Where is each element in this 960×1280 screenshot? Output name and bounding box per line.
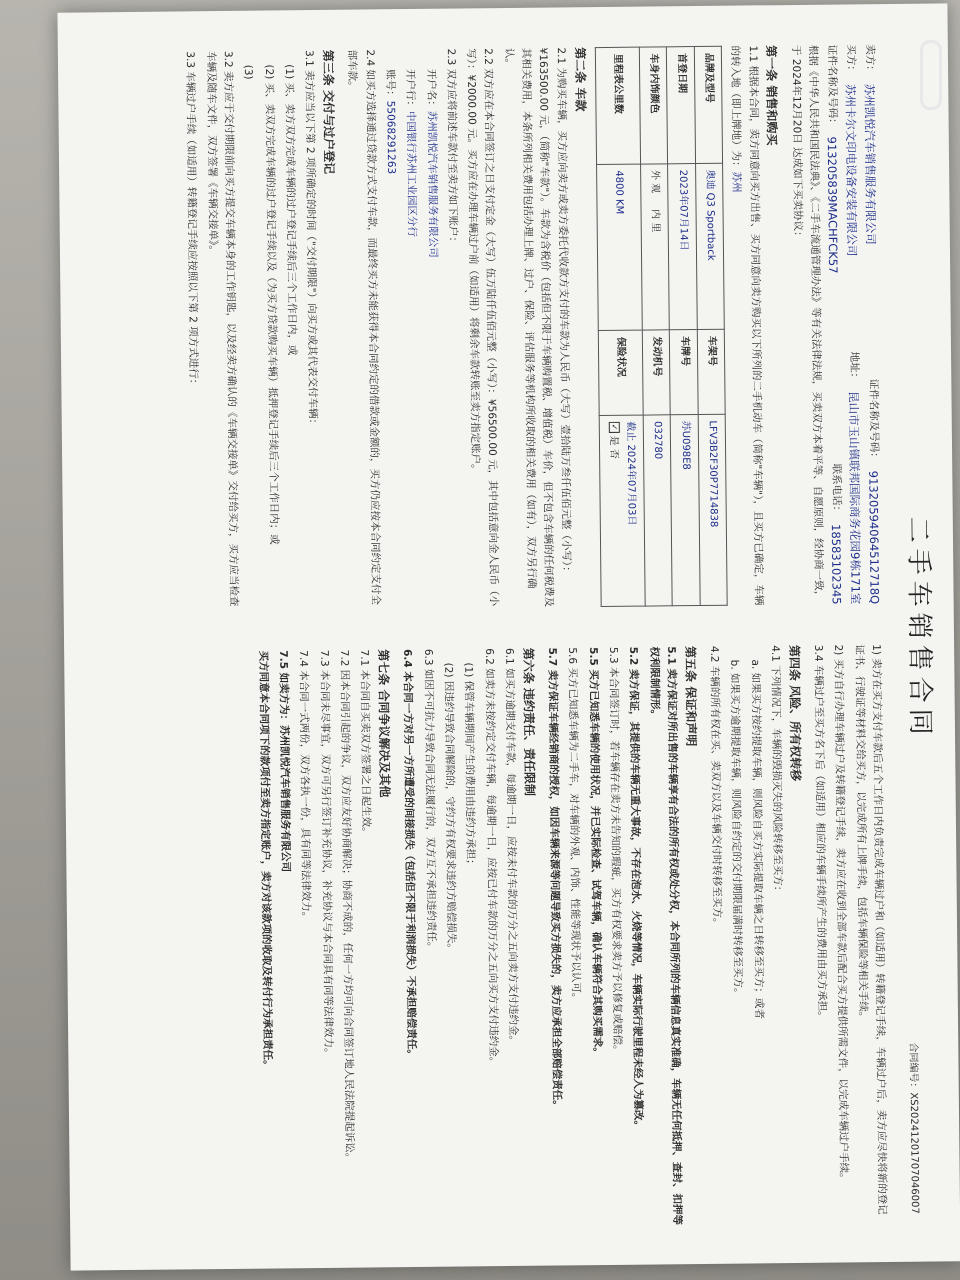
account-holder-label: 开户名： bbox=[424, 68, 438, 111]
seller-addr-label: 地址： bbox=[848, 351, 861, 384]
left-column bbox=[178, 44, 884, 611]
clause-1-1: 1.1 根据本合同，卖方同意向买方出售、买方同意向卖方购买以下所列的二手机动车（简称"车辆"），且买方已确定，车辆的转入地（即上牌地）为： bbox=[729, 45, 765, 606]
table-row bbox=[666, 47, 699, 606]
buyer-phone-label: 联系电话： bbox=[830, 463, 843, 517]
reg-date-value: 2023年07月14日 bbox=[668, 163, 697, 330]
color-interior: 内 里 bbox=[649, 209, 661, 233]
clause-6-2-2: (2) 因违约导致合同解除的，守约方有权要求违约方赔偿损失。 bbox=[442, 662, 458, 954]
clause-5-1: 5.1 卖方保证对所出售的车辆享有合法的所有权或处分权，本合同所列的车辆信息真实准确，车辆无任何抵押、查封、扣押等权利限制情形。 bbox=[647, 646, 684, 1226]
seller-id-label: 证件名称及号码： bbox=[867, 378, 881, 463]
insurance-options: 是 否 bbox=[607, 435, 620, 459]
insurance-date: 截止 2024年07月03日 bbox=[624, 421, 637, 526]
page-title: 二手车销售合同 bbox=[902, 516, 936, 741]
binder-clip bbox=[920, 40, 942, 110]
mileage-value: 4800 KM bbox=[596, 164, 642, 331]
table-row bbox=[639, 47, 672, 606]
color-exterior: 外 观 bbox=[649, 169, 661, 194]
vehicle-info-table bbox=[594, 46, 727, 607]
account-label: 账号： bbox=[383, 69, 397, 101]
article-4-heading: 第四条 风险、所有权转移 bbox=[786, 644, 803, 782]
article-7-heading: 第七条 合同争议解决及其他 bbox=[376, 649, 392, 798]
right-column bbox=[251, 644, 891, 1231]
clause-7-1: 7.1 本合同自买卖双方签署之日起生效。 bbox=[358, 649, 373, 838]
clause-3-3-1: 1) 卖方在买方支付车款后五个工作日内负责完成车辆过户和（如适用）转籍登记手续，车辆过户后，卖方应尽快将新的登记证书、行驶证等材料交给买方，以完成所有上牌手续，包括车辆保险等相关手续。 bbox=[852, 644, 889, 1215]
clause-7-5-b: 买方同意本合同项下的款项付至卖方指定账户，卖方对该款项的收取及转付行为承担责任。 bbox=[256, 650, 274, 1071]
contract-number: 合同编号：XS20241201707046007 bbox=[907, 1042, 921, 1214]
clause-3-1-c: (3) bbox=[242, 64, 255, 80]
clause-7-2: 7.2 因本合同引起的争议，双方应友好协商解决；协商不成的，任何一方均可向合同签订地人民法院提起诉讼。 bbox=[338, 649, 356, 1164]
insurance-value bbox=[599, 415, 645, 607]
article-6-heading: 第六条 违约责任、责任限制 bbox=[520, 647, 537, 797]
contract-document bbox=[67, 3, 960, 1262]
clause-7-5: 7.5 如卖方为：苏州凯悦汽车销售服务有限公司 bbox=[277, 650, 292, 873]
plate-label: 车牌号 bbox=[669, 330, 697, 415]
table-row bbox=[595, 47, 645, 606]
buyer-phone: 18583102345 bbox=[828, 524, 844, 605]
clause-5-7: 5.7 卖方保证车辆经销商的授权，如因车辆来源等问题导致买方损失的，卖方应承担全部赔偿责任。 bbox=[546, 647, 563, 1111]
account-number: 55068291263 bbox=[384, 100, 398, 175]
buyer-name: 苏州卡尔文印电设备安装有限公司 bbox=[843, 83, 860, 257]
color-label: 车身内饰颜色 bbox=[639, 47, 668, 164]
clause-3-1-a: (1) 买、卖方双方完成车辆的过户登记手续后三个工作日内，或 bbox=[282, 64, 298, 356]
clause-3-3-2: 2) 买方自行办理车辆过户及转籍登记手续，卖方应在收到全部车款后配合买方提供所需文件，以完成车辆过户手续。 bbox=[832, 644, 851, 1184]
clause-3-2: 3.2 卖方应于交付期限前向买方提交车辆本身的工作钥匙，以及经卖方确认的《车辆交接单》交付给买方，买方应当检查车辆及随车文件，双方签署《车辆交接单》。 bbox=[204, 50, 240, 607]
article-1-heading: 第一条 销售和购买 bbox=[764, 45, 780, 146]
clause-5-2: 5.2 卖方保证，其提供的车辆无重大事故，不存在泡水、火烧等情况，车辆实际行驶里程未经人为篡改。 bbox=[627, 646, 645, 1131]
vin-value: LFV3B2F30P7714838 bbox=[698, 414, 728, 606]
mileage-label: 里程表公里数 bbox=[595, 47, 640, 164]
clause-6-1: 6.1 如买方逾期支付车款，每逾期一日，应按未付车款的万分之五向卖方支付违约金。 bbox=[503, 647, 520, 1047]
plate-value: 苏U098E8 bbox=[670, 414, 700, 606]
article-5-heading: 第五条 保证和声明 bbox=[682, 646, 698, 747]
clause-5-3: 5.3 本合同签订时，若车辆存在卖方未告知的瑕疵，买方有权要求卖方予以修复或赔偿。 bbox=[607, 646, 624, 1056]
clause-2-2: 2.2 双方应在本合同签订之日支付定金（大写）伍万陆仟伍佰元整（小写）：¥56500.00 元，其中包括意向金人民币（小写）：¥2000.00 元。买方应在办理车辆过户前（如适用）将剩余车款转账至卖方指定账户。 bbox=[465, 48, 501, 607]
clause-7-3: 7.3 本合同未尽事宜，双方可另行签订补充协议，补充协议与本合同具有同等法律效力。 bbox=[317, 649, 335, 1059]
brand-value: 奥迪 Q3 Sportback bbox=[695, 163, 724, 330]
bank-label: 开户行： bbox=[404, 68, 417, 112]
insurance-label: 保险状况 bbox=[598, 330, 643, 415]
buyer-label: 买方： bbox=[844, 44, 858, 76]
brand-label: 品牌及型号 bbox=[694, 46, 723, 163]
clause-5-6: 5.6 买方已知悉车辆为二手车，对车辆的外观、内饰、性能等现状予以认可。 bbox=[566, 647, 583, 1004]
vin-label: 车架号 bbox=[697, 329, 725, 414]
clause-6-4: 6.4 本合同一方对另一方所遭受的间接损失（包括但不限于利润损失）不承担赔偿责任。 bbox=[401, 649, 418, 1060]
destination-city: 苏州 bbox=[730, 171, 743, 193]
clause-5-5: 5.5 买方已知悉车辆的使用状况，并已实际检查、试驾车辆，确认车辆符合其购买需求。 bbox=[586, 647, 604, 1058]
bank-name: 中国银行苏州工业园区分行 bbox=[404, 110, 419, 238]
clause-3-1-b: (2) 买、卖双方完成车辆的过户登记手续以及（为买方贷款购买车辆）抵押登记手续后三个工作日内；或 bbox=[262, 64, 280, 545]
clause-3-1: 3.1 卖方应当以下第 2 项所确定的时间（"交付期限"）向买方或其代表交付车辆： bbox=[303, 49, 320, 430]
clause-2-4: 2.4 如买方选择通过贷款方式支付车款，而最终买方未能获得本合同约定的借款或金额的，买方仍应按本合同约定支付全部车款。 bbox=[346, 49, 382, 606]
seller-name: 苏州凯悦汽车销售服务有限公司 bbox=[862, 83, 878, 245]
clause-3-4: 3.4 车辆过户至买方名下后（如适用）相应的车辆手续所产生的费用由买方承担。 bbox=[812, 644, 829, 1022]
buyer-id: 913205839MACHFCK57 bbox=[824, 136, 841, 274]
color-value bbox=[640, 163, 669, 330]
buyer-id-label: 证件名称及号码： bbox=[825, 44, 839, 129]
clause-2-1: 2.1 为购买车辆，买方应向卖方或卖方委托代收款方支付的车款为人民币（大写）壹拾陆万叁仟伍佰元整（小写）：¥163500.00 元，（简称"车款"）。车款为含税价（包括但不限于车辆购置税、增值税）车价，但不包含车辆的任何税费及其相关费用，本条所列相关费用包括办理上牌、过户、保险、评估服务等机构所收取的相关费用（如有），双方另行确认。 bbox=[502, 47, 573, 608]
article-2-heading: 第二条 车款 bbox=[572, 47, 588, 112]
preamble: 根据《中华人民共和国民法典》、《二手车流通管理办法》等有关法律法规，买卖双方本着平等、自愿原则，经协商一致，于 2024年12月20日 达成如下买卖协议： bbox=[789, 44, 825, 602]
engine-value: 032780 bbox=[643, 414, 673, 606]
seller-label: 卖方： bbox=[863, 44, 877, 76]
clause-6-3: 6.3 如因不可抗力导致合同无法履行的，双方互不承担违约责任。 bbox=[421, 648, 437, 953]
clause-4-1: 4.1 下列情况下，车辆的毁损灭失的风险转移至买方： bbox=[769, 645, 784, 897]
clause-2-3: 2.3 双方应将前述车款付至卖方如下账户： bbox=[444, 48, 459, 248]
account-holder: 苏州凯悦汽车销售服务有限公司 bbox=[425, 110, 439, 258]
checkbox-icon: ✓ bbox=[608, 421, 619, 432]
contract-paper bbox=[57, 3, 960, 1270]
clause-7-4: 7.4 本合同一式两份，双方各执一份，具有同等法律效力。 bbox=[297, 650, 313, 923]
seller-addr: 昆山市玉山镇联邦国际商务花园9栋171室 bbox=[846, 391, 863, 605]
engine-label: 发动机号 bbox=[642, 330, 670, 415]
table-row bbox=[694, 46, 727, 605]
clause-4-1-b: b. 如果买方逾期提取车辆，则风险自约定的交付期限届满时转移至买方。 bbox=[728, 659, 745, 999]
reg-date-label: 首登日期 bbox=[666, 47, 695, 164]
clause-4-1-a: a. 如果买方按约提取车辆，则风险自买方实际提取车辆之日转移至买方；或者 bbox=[748, 659, 765, 1020]
seller-id: 91320594064512718Q bbox=[866, 470, 882, 605]
clause-3-3: 3.3 车辆过户手续（如适用）转籍登记手续应按照以下第 2 项方式进行： bbox=[184, 51, 200, 390]
clause-6-2-1: (1) 保管车辆期间产生的费用由违约方承担； bbox=[462, 662, 477, 870]
clause-4-2: 4.2 车辆的所有权在买、卖双方以及车辆交付时转移至买方。 bbox=[708, 645, 724, 929]
article-3-heading: 第三条 交付与过户登记 bbox=[320, 49, 337, 175]
clause-6-2: 6.2 如卖方未按约定交付车辆，每逾期一日，应按已付车款的万分之五向买方支付违约金。 bbox=[482, 648, 500, 1068]
